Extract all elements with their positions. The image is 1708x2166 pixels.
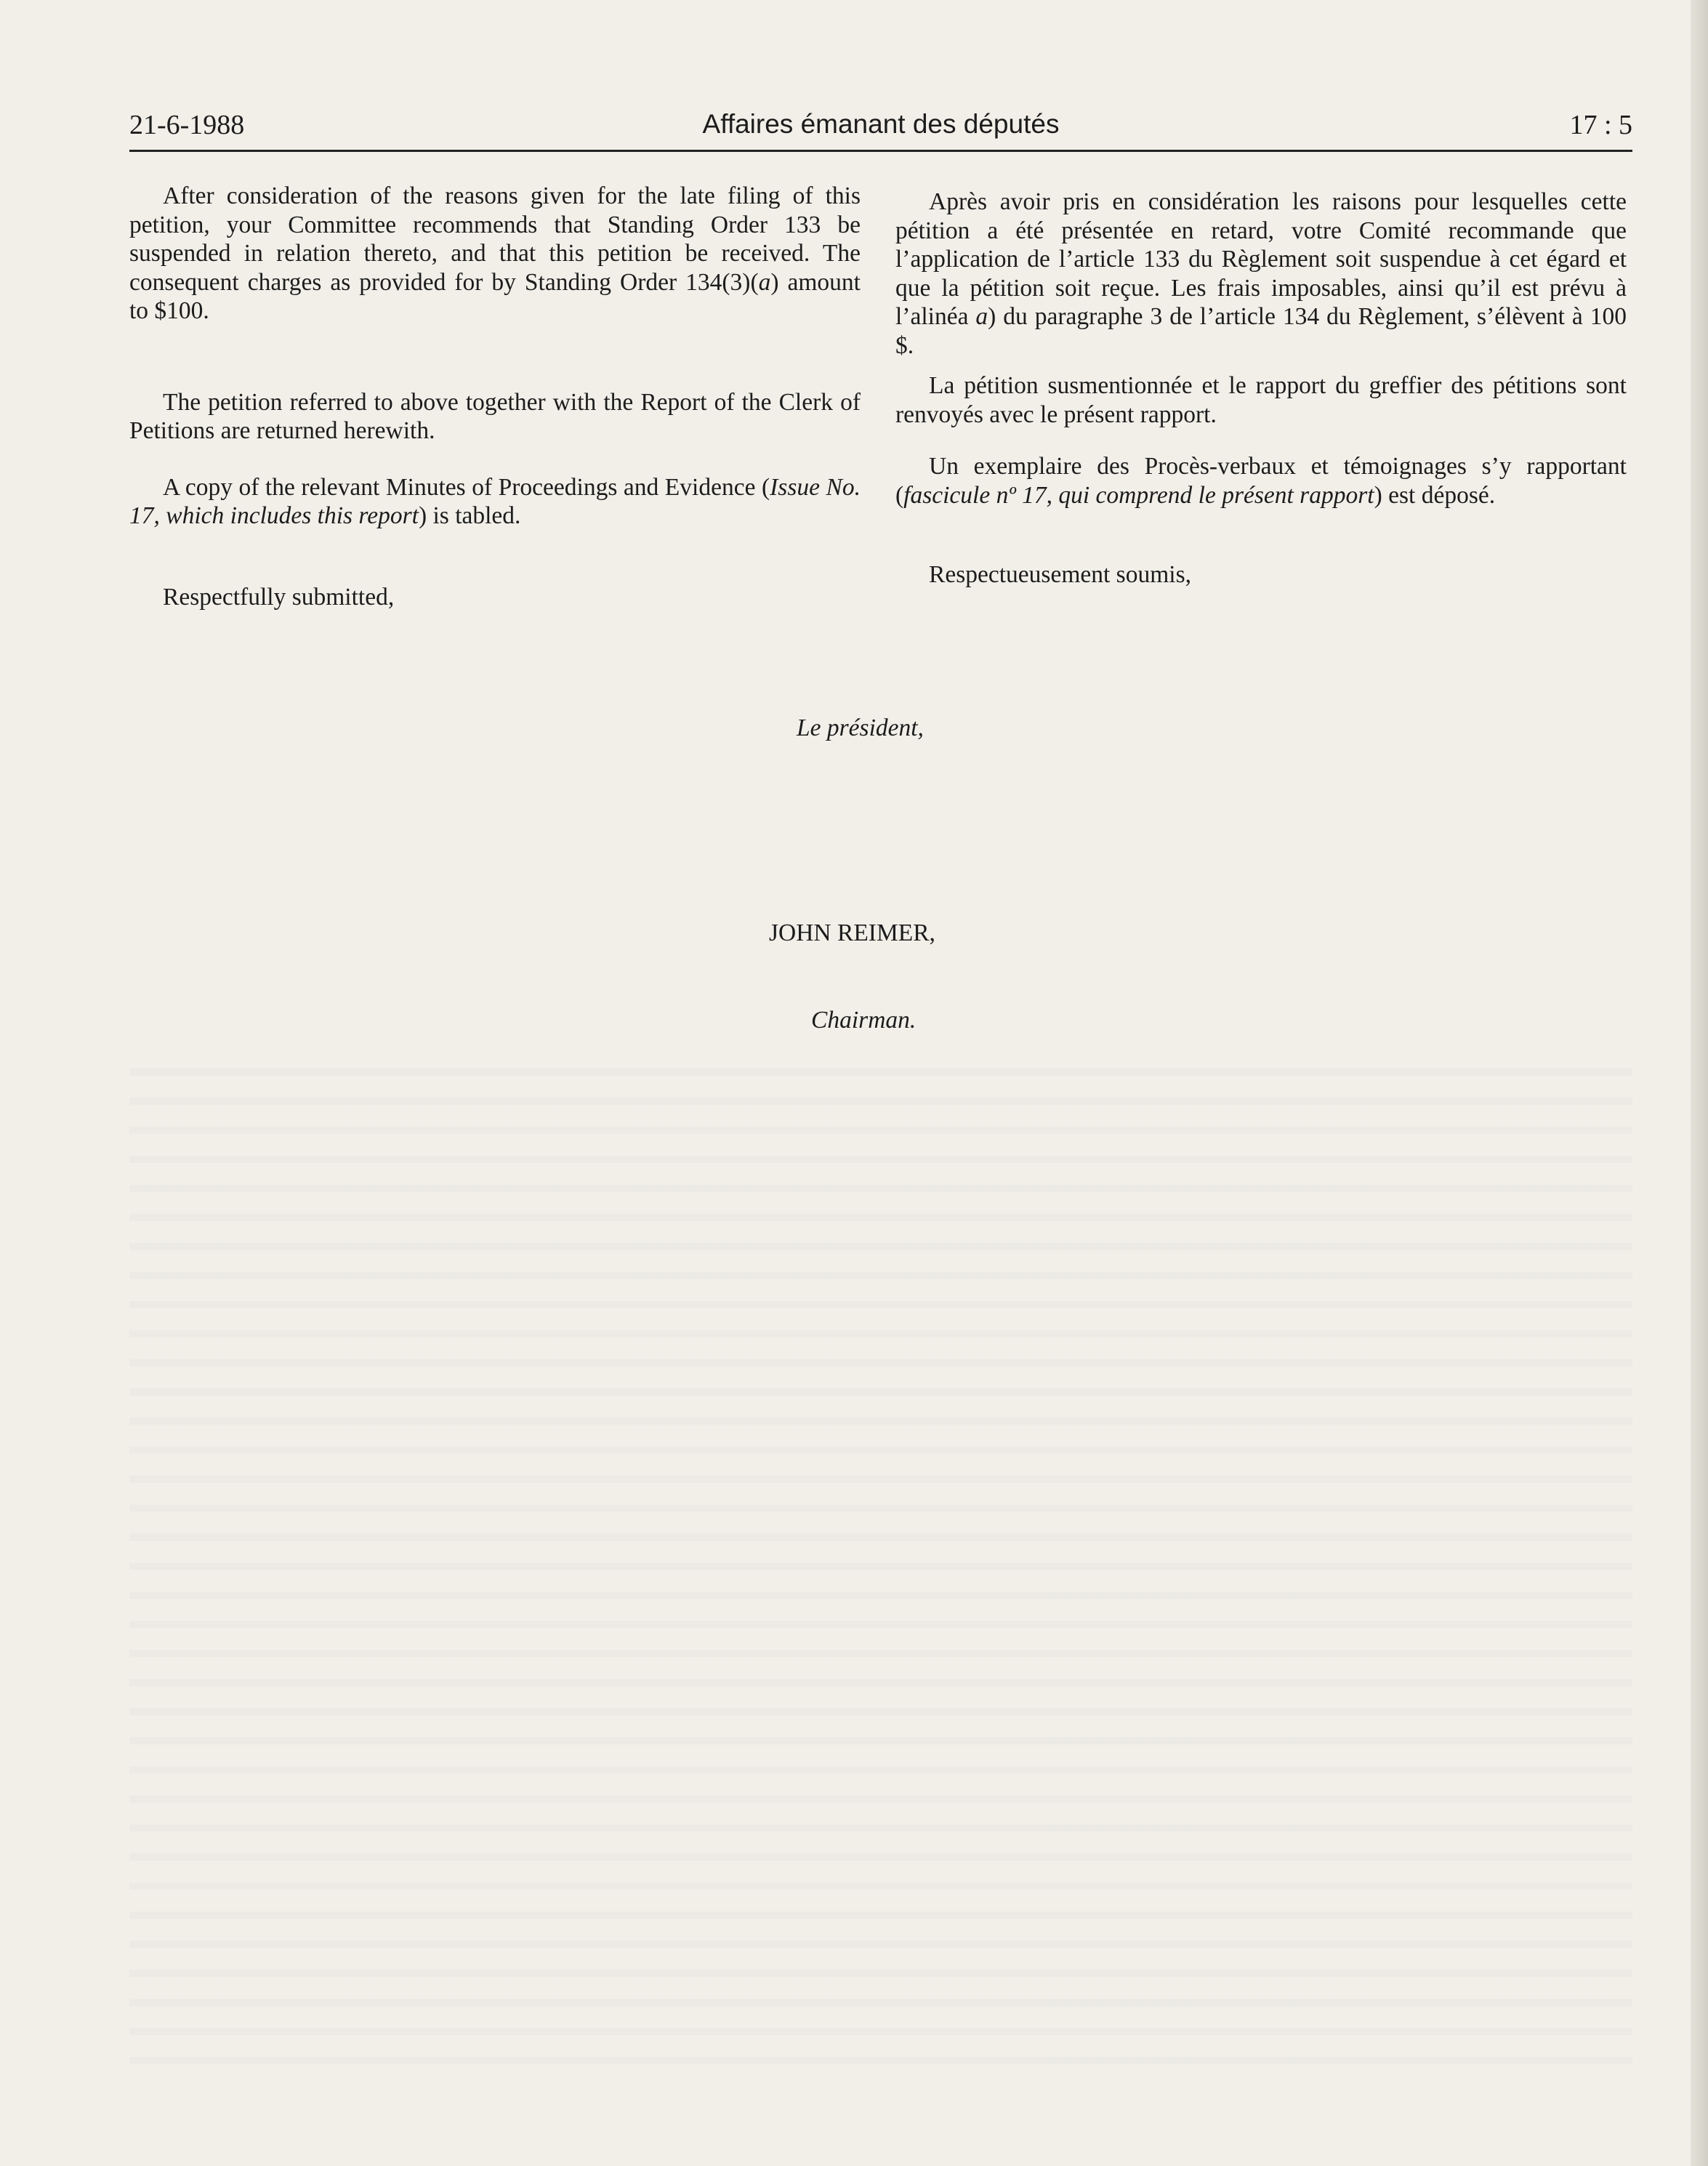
- page-edge-shadow: [1691, 0, 1708, 2166]
- fr-paragraph-petition-returned: La pétition susmentionnée et le rapport du greffier des pétitions sont renvoyés avec le présent rapport.: [895, 372, 1627, 428]
- french-column: [895, 188, 1627, 589]
- fr-paragraph-respectfully-submitted: Respectueusement soumis,: [929, 561, 1191, 588]
- en-paragraph-minutes-tabled: A copy of the relevant Minutes of Proceedings and Evidence (Issue No. 17, which includes this report) is tabled.: [129, 473, 861, 529]
- header-page-number: 17 : 5: [1569, 110, 1632, 140]
- signature-chairman-title: Chairman.: [811, 1007, 917, 1034]
- en-paragraph-respectfully-submitted: Respectfully submitted,: [163, 583, 395, 611]
- signature-president-title: Le président,: [797, 714, 924, 741]
- english-column: [129, 182, 861, 611]
- en-paragraph-petition-returned: The petition referred to above together with the Report of the Clerk of Petitions are returned herewith.: [129, 388, 861, 444]
- signature-name: JOHN REIMER,: [769, 919, 935, 946]
- fr-paragraph-minutes-tabled: Un exemplaire des Procès-verbaux et témoignages s’y rapportant (fascicule nº 17, qui comprend le présent rapport) est déposé.: [895, 453, 1627, 509]
- header-date: 21-6-1988: [129, 110, 245, 140]
- en-paragraph-recommendation: After consideration of the reasons given for the late filing of this petition, your Committee recommends that Standing Order 133 be suspended in relation thereto, and that this petition be received. The consequent charges as provided for by Standing Order 134(3)(a) amount to $100.: [129, 182, 861, 324]
- running-header: [129, 109, 1632, 152]
- header-title: Affaires émanant des députés: [702, 109, 1060, 139]
- fr-paragraph-recommendation: Après avoir pris en considération les raisons pour lesquelles cette pétition a été présentée en retard, votre Comité recommande que l’application de l’article 133 du Règlement soit suspendue à cet égard et que la pétition soit reçue. Les frais imposables, ainsi qu’il est prévu à l’alinéa a) du paragraphe 3 de l’article 134 du Règlement, s’élèvent à 100 $.: [895, 188, 1627, 359]
- reverse-side-bleed-through: [129, 1047, 1632, 2064]
